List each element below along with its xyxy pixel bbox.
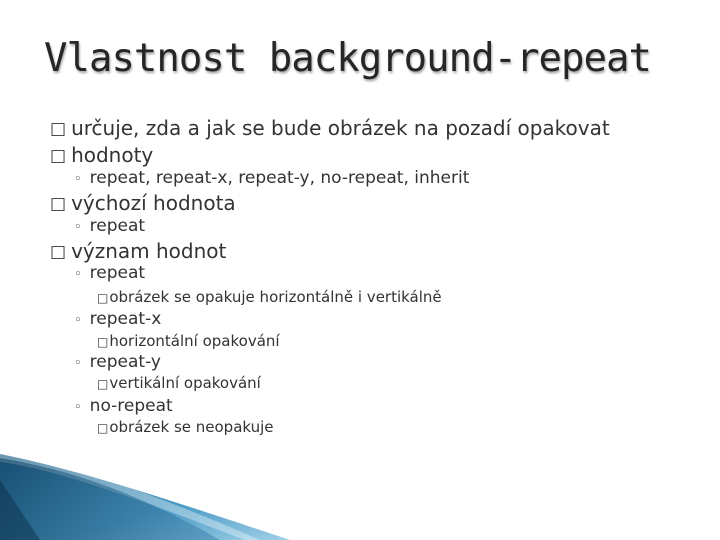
square-bullet-icon: □ bbox=[50, 242, 67, 262]
value-name: repeat-x bbox=[89, 309, 162, 329]
slide-title: Vlastnost background-repeat bbox=[44, 36, 651, 81]
value-repeat-desc bbox=[97, 288, 442, 306]
value-no-repeat bbox=[74, 396, 173, 416]
circle-bullet-icon: ◦ bbox=[74, 172, 82, 187]
value-repeat-y-desc bbox=[97, 374, 261, 392]
value-name: repeat-y bbox=[89, 352, 161, 372]
value-repeat-x-desc bbox=[97, 332, 280, 350]
value-repeat bbox=[74, 263, 145, 283]
circle-bullet-icon: ◦ bbox=[74, 356, 82, 371]
bullet-determines bbox=[50, 116, 610, 140]
box-bullet-icon: □ bbox=[97, 377, 109, 391]
value-desc: horizontální opakování bbox=[109, 332, 280, 350]
bullet-default-value bbox=[50, 191, 236, 215]
sub-bullet-text: repeat bbox=[89, 216, 146, 236]
decorative-wave-graphic bbox=[0, 440, 300, 540]
value-no-repeat-desc bbox=[97, 418, 274, 436]
sub-bullet-values-list bbox=[74, 168, 469, 188]
box-bullet-icon: □ bbox=[97, 421, 109, 435]
value-repeat-x bbox=[74, 309, 161, 329]
box-bullet-icon: □ bbox=[97, 335, 109, 349]
value-repeat-y bbox=[74, 352, 161, 372]
value-desc: vertikální opakování bbox=[109, 374, 261, 392]
circle-bullet-icon: ◦ bbox=[74, 220, 82, 235]
square-bullet-icon: □ bbox=[50, 146, 67, 166]
value-desc: obrázek se neopakuje bbox=[109, 418, 274, 436]
bullet-text: určuje, zda a jak se bude obrázek na pozadí opakovat bbox=[71, 116, 610, 140]
bullet-meaning bbox=[50, 239, 226, 263]
value-desc: obrázek se opakuje horizontálně i vertikálně bbox=[109, 288, 442, 306]
square-bullet-icon: □ bbox=[50, 119, 67, 139]
square-bullet-icon: □ bbox=[50, 194, 67, 214]
circle-bullet-icon: ◦ bbox=[74, 400, 82, 415]
bullet-text: hodnoty bbox=[71, 143, 154, 167]
bullet-text: význam hodnot bbox=[71, 239, 227, 263]
sub-bullet-text: repeat, repeat-x, repeat-y, no-repeat, inherit bbox=[89, 168, 470, 188]
value-name: repeat bbox=[89, 263, 146, 283]
circle-bullet-icon: ◦ bbox=[74, 267, 82, 282]
sub-bullet-default bbox=[74, 216, 145, 236]
bullet-values bbox=[50, 143, 153, 167]
box-bullet-icon: □ bbox=[97, 291, 109, 305]
value-name: no-repeat bbox=[89, 396, 173, 416]
circle-bullet-icon: ◦ bbox=[74, 313, 82, 328]
bullet-text: výchozí hodnota bbox=[71, 191, 236, 215]
